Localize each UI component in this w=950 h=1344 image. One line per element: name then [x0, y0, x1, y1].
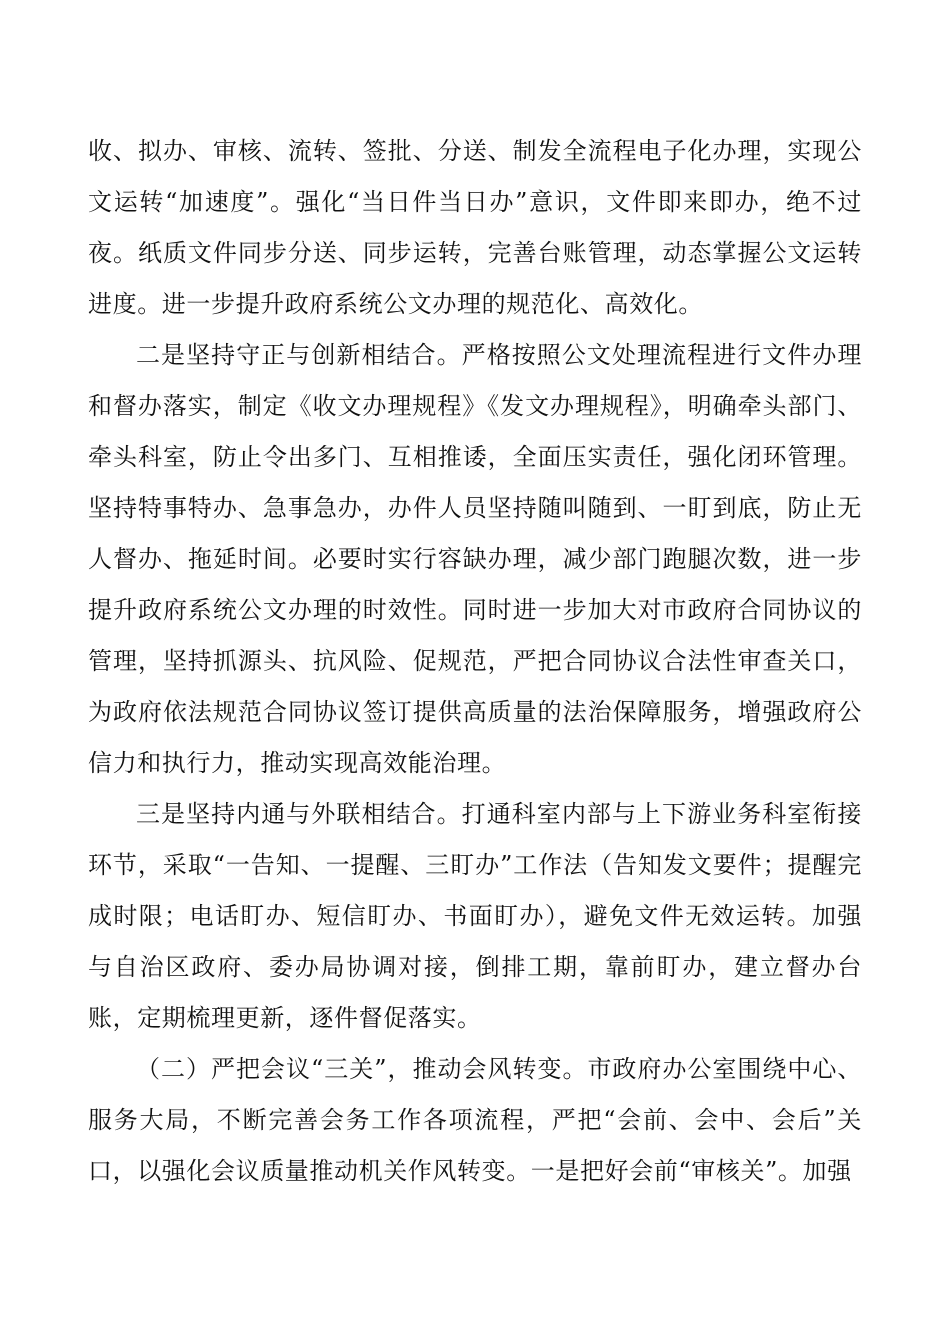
paragraph-point-two: 二是坚持守正与创新相结合。严格按照公文处理流程进行文件办理和督办落实，制定《收文办理规程》《发文办理规程》，明确牵头部门、牵头科室，防止令出多门、互相推诿，全面压实责任，强化闭环管理。坚持特事特办、急事急办，办件人员坚持随叫随到、一盯到底，防止无人督办、拖延时间。必要时实行容缺办理，减少部门跑腿次数，进一步提升政府系统公文办理的时效性。同时进一步加大对市政府合同协议的管理，坚持抓源头、抗风险、促规范，严把合同协议合法性审查关口，为政府依法规范合同协议签订提供高质量的法治保障服务，增强政府公信力和执行力，推动实现高效能治理。 [88, 341, 862, 777]
paragraph-section-two: （二）严把会议“三关”，推动会风转变。市政府办公室围绕中心、服务大局，不断完善会务工作各项流程，严把“会前、会中、会后”关口，以强化会议质量推动机关作风转变。一是把好会前“审核关”。加强 [88, 1055, 862, 1185]
paragraph-continuation: 收、拟办、审核、流转、签批、分送、制发全流程电子化办理，实现公文运转“加速度”。强化“当日件当日办”意识，文件即来即办，绝不过夜。纸质文件同步分送、同步运转，完善台账管理，动态掌握公文运转进度。进一步提升政府系统公文办理的规范化、高效化。 [88, 137, 862, 318]
document-body [88, 126, 862, 1197]
paragraph-point-three: 三是坚持内通与外联相结合。打通科室内部与上下游业务科室衔接环节，采取“一告知、一提醒、三盯办”工作法（告知发文要件；提醒完成时限；电话盯办、短信盯办、书面盯办），避免文件无效运转。加强与自治区政府、委办局协调对接，倒排工期，靠前盯办，建立督办台账，定期梳理更新，逐件督促落实。 [88, 800, 862, 1032]
